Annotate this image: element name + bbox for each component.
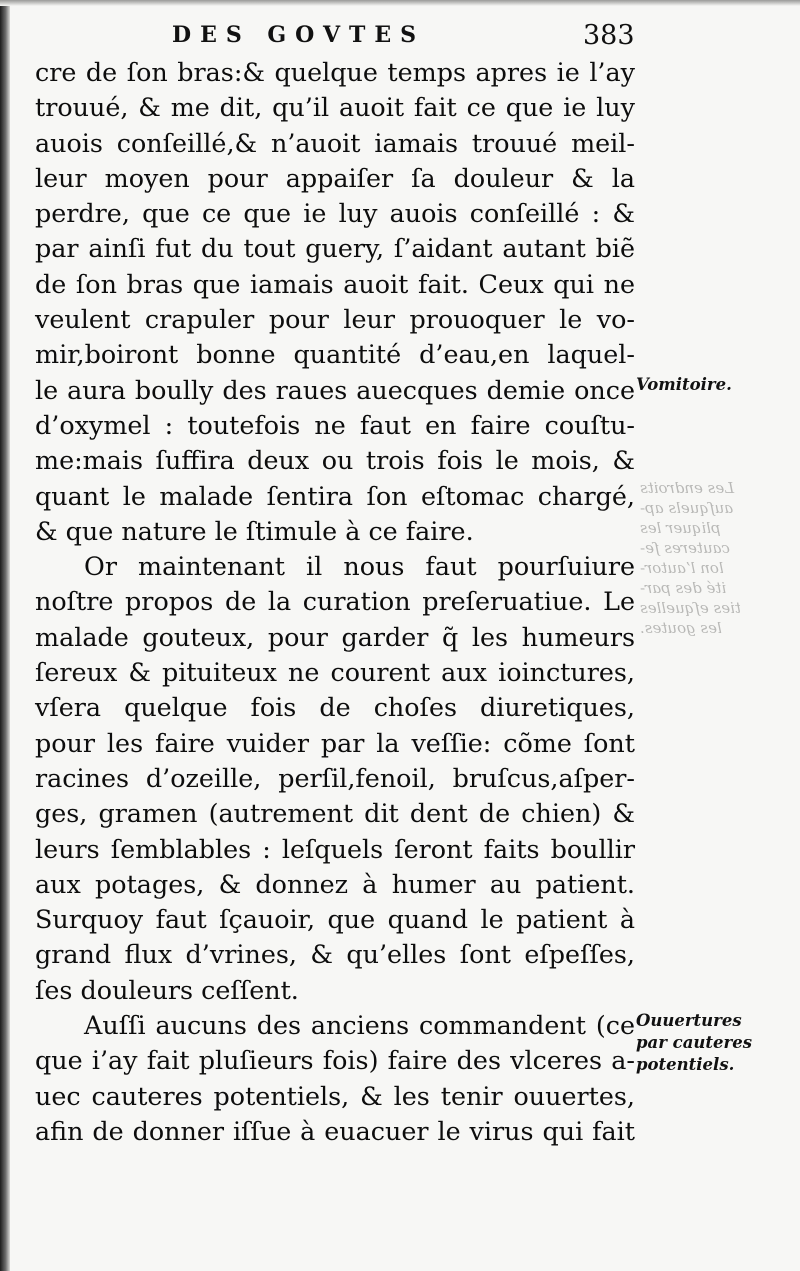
text-line: trouué, & me dit, qu’il auoit fait ce que ie luy	[35, 92, 635, 123]
bleed-line: cauteres ſe-	[640, 539, 730, 557]
text-line: le aura boully des raues auecques demie once	[35, 374, 635, 405]
text-line: mir,boiront bonne quantité d’eau,en laquel-	[35, 339, 635, 370]
text-line: me:mais ſuffira deux ou trois fois le mois, &	[35, 445, 635, 476]
bleed-line: ties eſquelles	[640, 599, 741, 617]
body-text	[35, 55, 635, 1149]
text-line: leur moyen pour appaiſer ſa douleur & la	[35, 162, 635, 193]
text-line: Surquoy faut ſçauoir, que quand le patient à	[35, 904, 635, 935]
margin-note-line: par cauteres	[636, 1033, 752, 1052]
text-line: uec cauteres potentiels, & les tenir ouuertes,	[35, 1080, 635, 1111]
running-head: DES GOVTES	[172, 22, 426, 48]
text-line: afin de donner iſſue à euacuer le virus qui fait	[35, 1115, 635, 1146]
text-line: de ſon bras que iamais auoit fait. Ceux qui ne	[35, 268, 635, 299]
text-line: cre de ſon bras:& quelque temps apres ie l’ay	[35, 57, 635, 87]
text-line: quant le malade ſentira ſon eſtomac chargé,	[35, 480, 635, 511]
text-line: veulent crapuler pour leur prouoquer le vo-	[35, 304, 635, 335]
binding-edge	[0, 0, 10, 1271]
text-line: que i’ay fait pluſieurs fois) faire des vlceres a-	[35, 1045, 635, 1076]
text-line: leurs ſemblables : leſquels ſeront faits boullir	[35, 833, 635, 864]
margin-note-vomitoire	[636, 374, 732, 396]
text-line: malade gouteux, pour garder q̃ les humeurs	[35, 621, 635, 652]
margin-note-line: Ouuertures	[636, 1011, 742, 1030]
margin-note-ouuertures	[636, 1010, 752, 1076]
text-line: par ainſi fut du tout guery, ſ’aidant autant biẽ	[35, 233, 635, 264]
text-line: ſes douleurs ceſſent.	[35, 974, 299, 1005]
paragraph-start-line: Or maintenant il nous faut pourſuiure	[84, 551, 635, 582]
paragraph-start-line: Auſſi aucuns des anciens commandent (ce	[84, 1010, 635, 1041]
text-line: vſera quelque fois de choſes diuretiques,	[35, 692, 635, 723]
bleed-line: Les endroits	[640, 479, 735, 497]
text-line: perdre, que ce que ie luy auois conſeillé : &	[35, 198, 635, 229]
text-line: grand flux d’vrines, & qu’elles ſont eſpeſſes,	[35, 939, 635, 970]
text-line: & que nature le ſtimule à ce faire.	[35, 515, 474, 546]
bleed-line: pliquer les	[640, 519, 721, 537]
margin-note-line: Vomitoire.	[636, 375, 732, 394]
text-line: racines d’ozeille, perſil,fenoil, bruſcus,aſper-	[35, 762, 635, 793]
margin-note-line: potentiels.	[636, 1055, 735, 1074]
text-line: pour les faire vuider par la veſſie: cõme ſont	[35, 727, 635, 758]
bleed-line: auſquels ap-	[640, 499, 734, 517]
bleed-line: ité des par-	[640, 579, 727, 597]
text-line: noſtre propos de la curation preſeruatiue. Le	[35, 586, 635, 617]
page-number: 383	[583, 20, 635, 51]
bleed-line: lon l’autor-	[640, 559, 724, 577]
margin-notes	[636, 0, 800, 1271]
text-line: aux potages, & donnez à humer au patient.	[35, 868, 635, 899]
text-line: d’oxymel : toutefois ne faut en faire couſtu-	[35, 409, 635, 440]
text-line: ſereux & pituiteux ne courent aux ioinctures,	[35, 657, 635, 688]
text-line: ges, gramen (autrement dit dent de chien) &	[35, 798, 635, 829]
bleed-line: les goutes.	[640, 619, 722, 637]
text-line: auois conſeillé,& n’auoit iamais trouué meil-	[35, 127, 635, 158]
